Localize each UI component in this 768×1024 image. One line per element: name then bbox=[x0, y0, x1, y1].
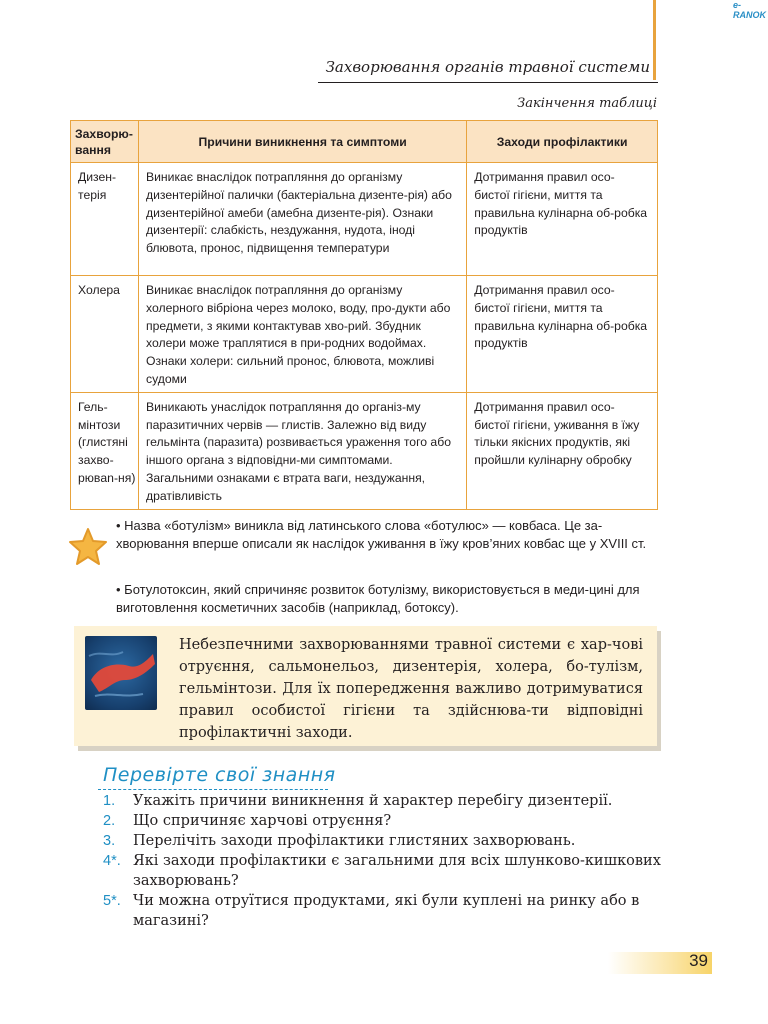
question-text: Що спричиняє харчові отруєння? bbox=[133, 813, 392, 829]
disease-prevention: Дотримання правил осо-бистої гігієни, миття та правильна кулінарна об-робка продуктів bbox=[467, 163, 658, 276]
fact-botulism-name: • Назва «ботулізм» виникла від латинського слова «ботулюс» — ковбаса. Це за-хворювання вперше описали як наслідок уживання в їжу кров’яних ковбас ще у XVIII ст. bbox=[116, 518, 647, 551]
questions-title: Перевірте свої знання bbox=[103, 764, 336, 786]
star-icon bbox=[68, 527, 108, 567]
question-item bbox=[103, 851, 663, 891]
table-row bbox=[71, 276, 658, 393]
question-number: 2. bbox=[103, 813, 116, 829]
fact-botulinum-toxin: • Ботулотоксин, який спричиняє розвиток ботулізму, використовується в меди-цині для виготовлення косметичних засобів (наприклад, ботоксу). bbox=[116, 582, 640, 615]
page-number: 39 bbox=[689, 951, 708, 970]
header-rule bbox=[318, 82, 658, 83]
diseases-table bbox=[70, 120, 658, 510]
question-number: 5*. bbox=[103, 893, 121, 909]
summary-text: Небезпечними захворюваннями травної системи є хар-чові отруєння, сальмонельоз, дизентерія, холера, бо-тулізм, гельмінтози. Для їх попередження важливо дотримуватися правил особистої гігієни та здійснюва-ти відповідні профілактичні заходи. bbox=[179, 637, 643, 741]
chapter-accent-bar bbox=[653, 0, 656, 80]
disease-prevention: Дотримання правил осо-бистої гігієни, миття та правильна кулінарна об-робка продуктів bbox=[467, 276, 658, 393]
question-item bbox=[103, 811, 663, 831]
question-number: 1. bbox=[103, 793, 116, 809]
column-header-causes: Причини виникнення та симптоми bbox=[138, 121, 466, 163]
question-text: Перелічіть заходи профілактики глистяних захворювань. bbox=[133, 833, 576, 849]
question-text: Чи можна отруїтися продуктами, які були куплені на ринку або в магазині? bbox=[133, 893, 640, 929]
pancreas-illustration bbox=[85, 636, 157, 710]
question-text: Які заходи профілактики є загальними для всіх шлунково-кишкових захворювань? bbox=[133, 853, 661, 889]
disease-causes: Виникають унаслідок потрапляння до організ-му паразитичних червів — глистів. Залежно від виду гельмінта (паразита) розвивається ураження того або іншого органа з відповідни-ми симптомами. Загальними ознаками є втрата ваги, нездужання, дратівливість bbox=[138, 392, 466, 509]
table-row bbox=[71, 392, 658, 509]
running-title: Захворювання органів травної системи bbox=[325, 58, 650, 76]
table-row bbox=[71, 163, 658, 276]
disease-name: Дизен-терія bbox=[71, 163, 139, 276]
question-item bbox=[103, 891, 663, 931]
disease-name: Холера bbox=[71, 276, 139, 393]
question-number: 3. bbox=[103, 833, 116, 849]
table-continuation-note: Закінчення таблиці bbox=[517, 96, 657, 111]
question-item bbox=[103, 791, 663, 811]
disease-causes: Виникає внаслідок потрапляння до організму дизентерійної палички (бактеріальна дизенте-рія) або дизентерійної амеби (амебна дизенте-рія). Ознаки дизентерії: слабкість, нездужання, нудота, іноді блювота, пронос, підвищення температури bbox=[138, 163, 466, 276]
table-header-row bbox=[71, 121, 658, 163]
question-number: 4*. bbox=[103, 853, 121, 869]
publisher-logo: e-RANOK bbox=[733, 0, 766, 20]
column-header-disease: Захворю-вання bbox=[71, 121, 139, 163]
question-item bbox=[103, 831, 663, 851]
column-header-prevention: Заходи профілактики bbox=[467, 121, 658, 163]
disease-prevention: Дотримання правил осо-бистої гігієни, уживання в їжу тільки якісних продуктів, які пройшли кулінарну обробку bbox=[467, 392, 658, 509]
disease-name: Гель-мінтози (глистяні захво-рювan-ня) bbox=[71, 392, 139, 509]
question-text: Укажіть причини виникнення й характер перебігу дизентерії. bbox=[133, 793, 613, 809]
disease-causes: Виникає внаслідок потрапляння до організму холерного вібріона через молоко, воду, про-дукти або предмети, з якими контактував хво-рий. Збудник холери може траплятися в при-родних водоймах. Ознаки холери: сильний пронос, блювота, можливі судоми bbox=[138, 276, 466, 393]
